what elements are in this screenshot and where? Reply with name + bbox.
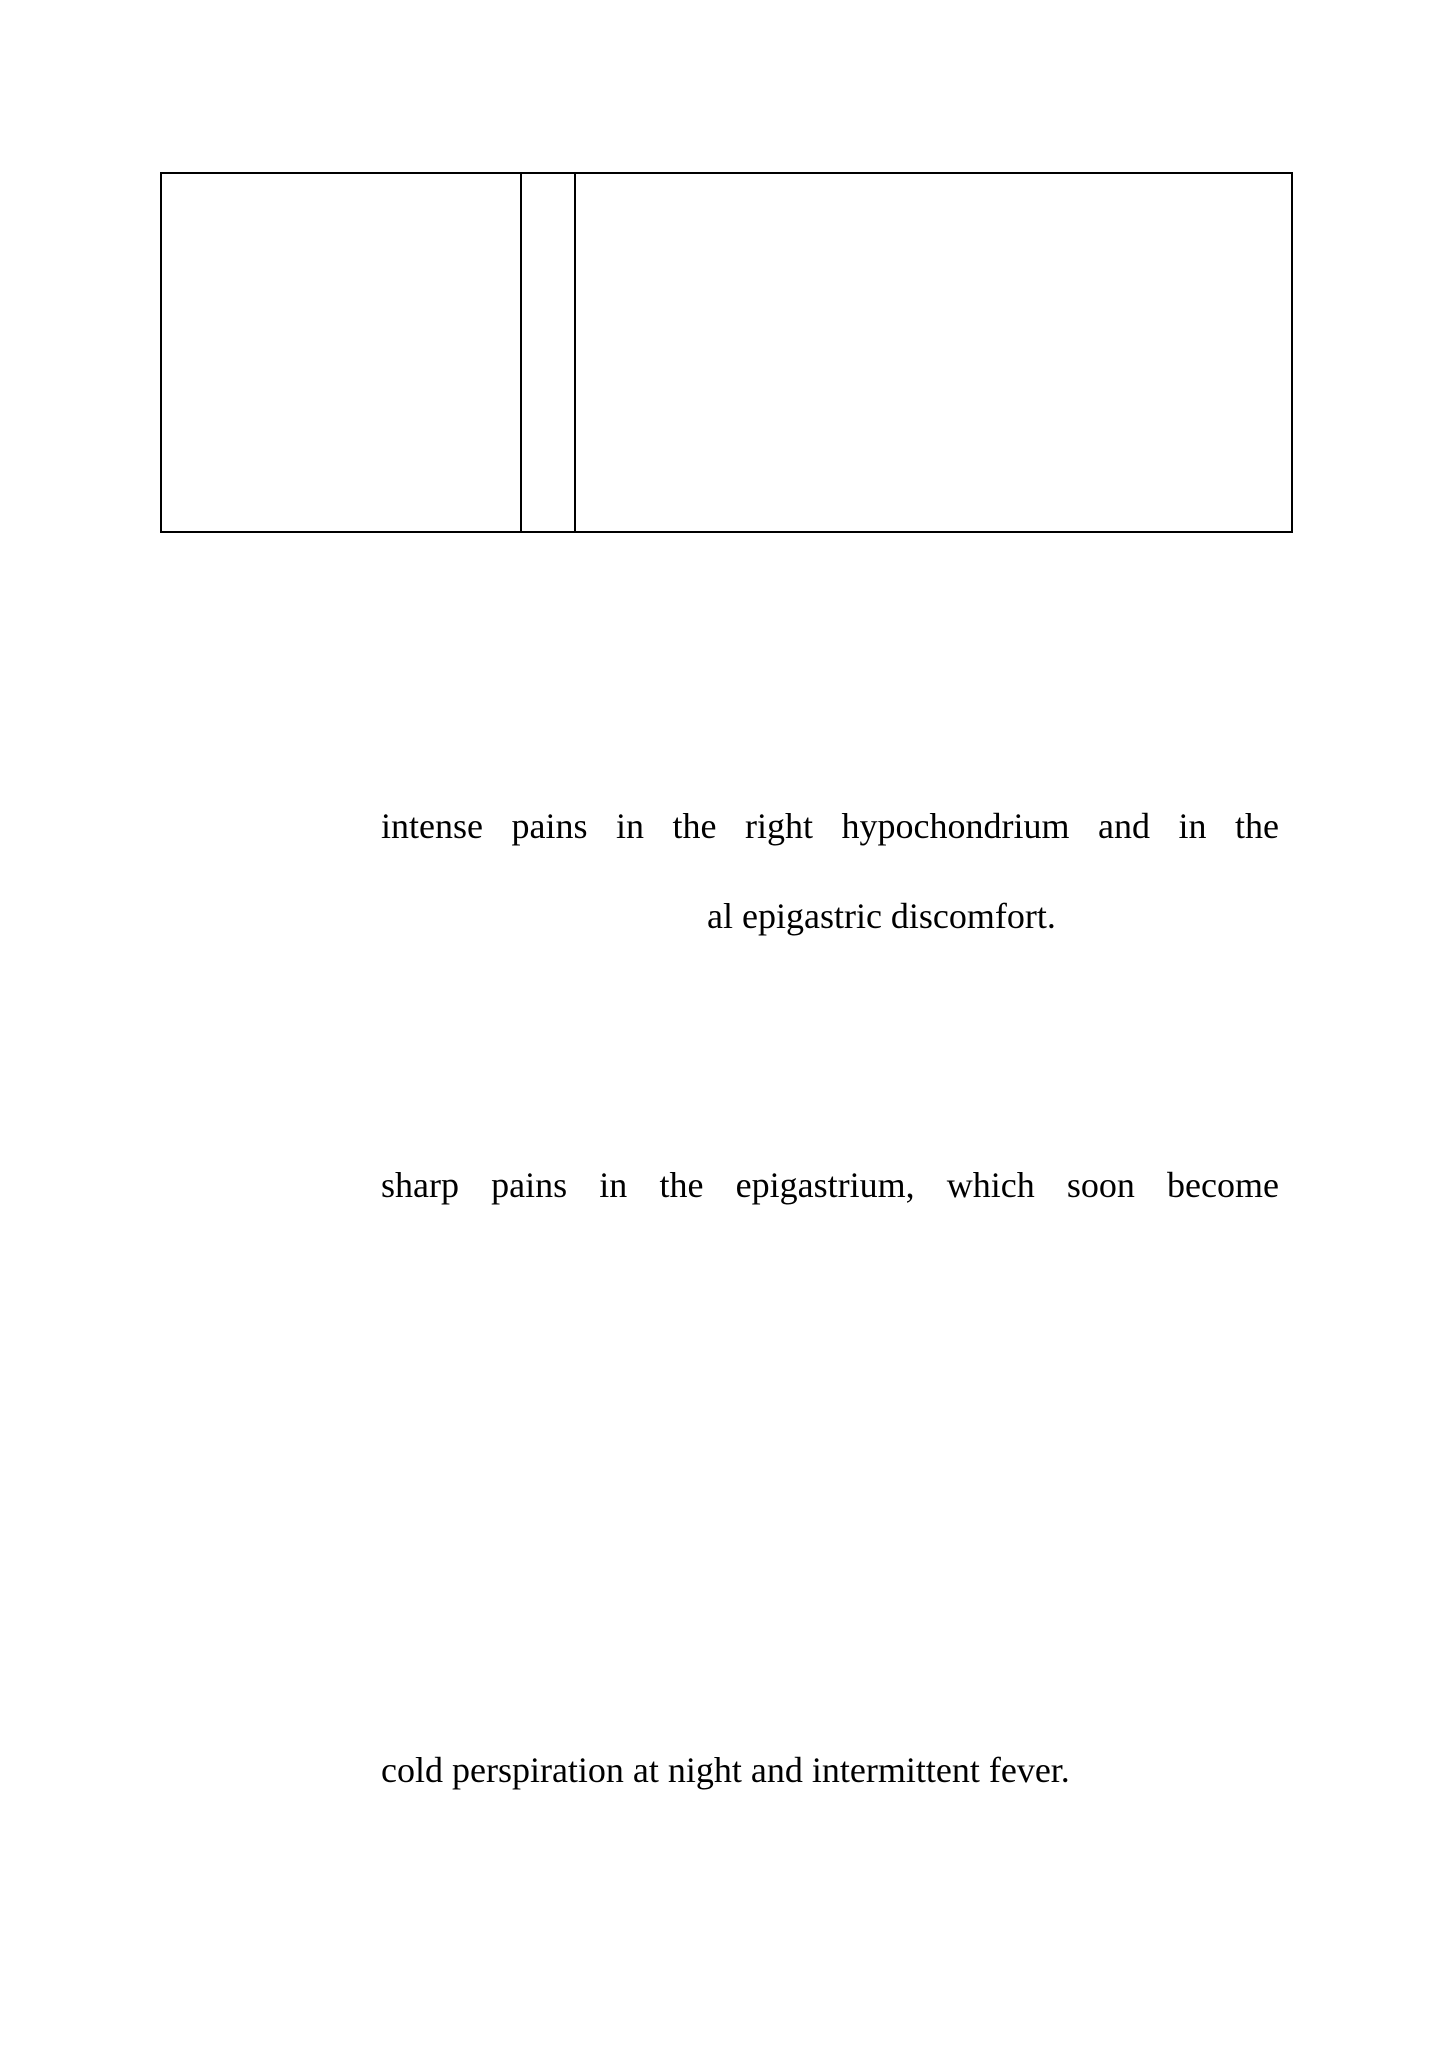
word: sharp (381, 1165, 459, 1205)
word: intense (381, 806, 483, 846)
word: soon (1066, 1165, 1135, 1205)
word: the (1234, 806, 1279, 846)
table-cell (161, 173, 521, 532)
word: the (659, 1165, 704, 1205)
paragraph-line: cold perspiration at night and intermittent fever. (381, 1750, 1070, 1790)
table-cell (575, 173, 1292, 532)
word: right (744, 806, 813, 846)
word: in (1178, 806, 1207, 846)
word: and (1097, 806, 1150, 846)
word: hypochondrium (841, 806, 1070, 846)
word: pains (491, 1165, 568, 1205)
word: epigastrium, (735, 1165, 915, 1205)
table-cell (521, 173, 575, 532)
empty-table (160, 172, 1293, 533)
word: in (615, 806, 644, 846)
word: become (1167, 1165, 1279, 1205)
paragraph-line (381, 1167, 1279, 1203)
word: the (672, 806, 717, 846)
paragraph-line: al epigastric discomfort. (707, 896, 1056, 936)
paragraph-line (381, 808, 1279, 844)
word: pains (511, 806, 588, 846)
table-row (161, 173, 1292, 532)
word: which (946, 1165, 1035, 1205)
word: in (599, 1165, 628, 1205)
